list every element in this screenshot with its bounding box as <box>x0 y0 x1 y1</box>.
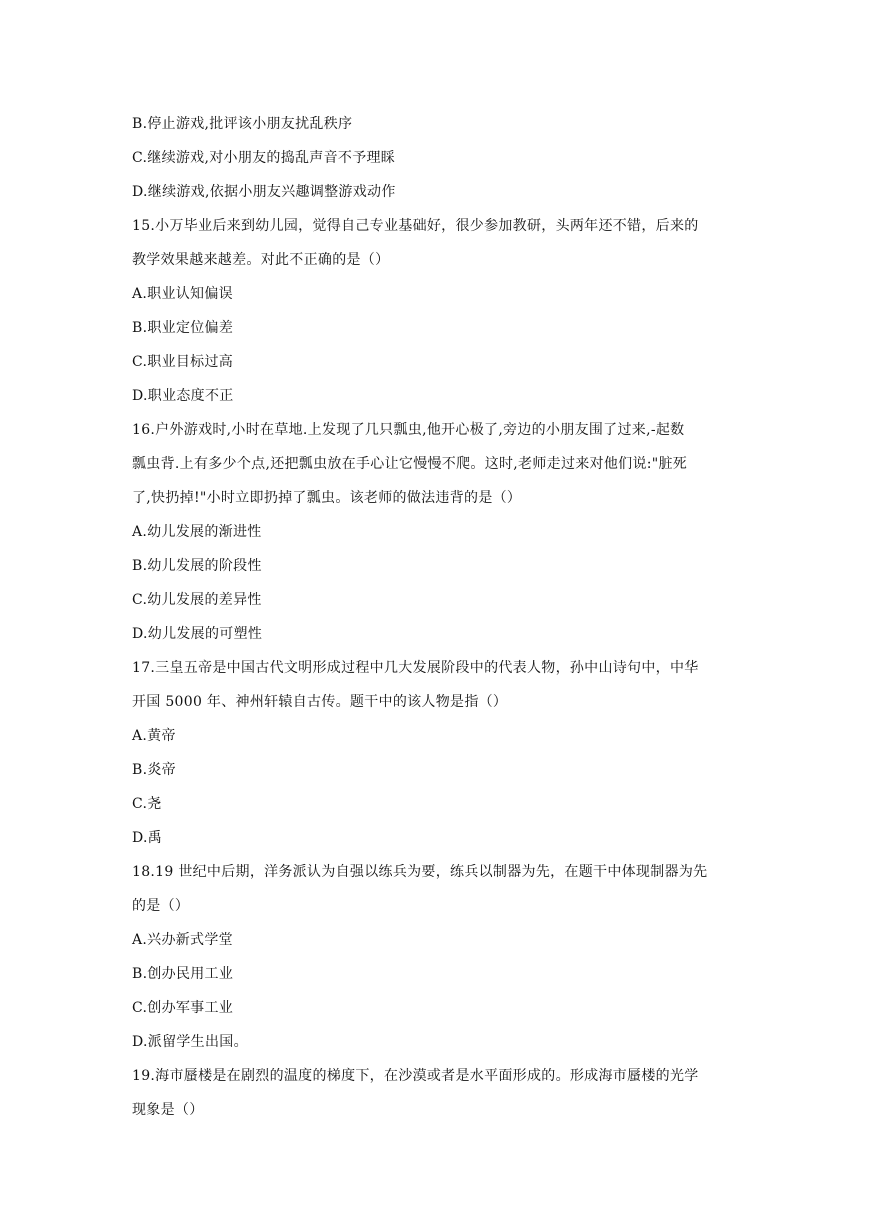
q16-stem-line-2: 瓢虫背.上有多少个点,还把瓢虫放在手心让它慢慢不爬。这时,老师走过来对他们说:"脏死 <box>132 456 688 472</box>
q17-option-c: C.尧 <box>132 796 162 812</box>
q14-option-c: C.继续游戏,对小朋友的捣乱声音不予理睬 <box>132 150 396 166</box>
q16-option-b: B.幼儿发展的阶段性 <box>132 558 262 574</box>
q15-option-a: A.职业认知偏误 <box>132 286 233 302</box>
q18-stem-line-1: 18.19 世纪中后期，洋务派认为自强以练兵为要，练兵以制器为先，在题干中体现制器为先 <box>132 864 708 880</box>
q16-option-d: D.幼儿发展的可塑性 <box>132 626 263 642</box>
q19-stem-line-1: 19.海市蜃楼是在剧烈的温度的梯度下，在沙漠或者是水平面形成的。形成海市蜃楼的光学 <box>132 1068 699 1084</box>
q18-stem-line-2: 的是（） <box>132 898 190 914</box>
document-body <box>132 107 740 1127</box>
q18-option-b: B.创办民用工业 <box>132 966 234 982</box>
q14-option-d: D.继续游戏,依据小朋友兴趣调整游戏动作 <box>132 184 396 200</box>
q16-option-c: C.幼儿发展的差异性 <box>132 592 262 608</box>
q16-option-a: A.幼儿发展的渐进性 <box>132 524 262 540</box>
q16-stem-line-1: 16.户外游戏时,小时在草地.上发现了几只瓢虫,他开心极了,旁边的小朋友围了过来,-起数 <box>132 422 685 438</box>
q16-stem-line-3: 了,快扔掉!"小时立即扔掉了瓢虫。该老师的做法违背的是（） <box>132 490 522 506</box>
q15-stem-line-1: 15.小万毕业后来到幼儿园，觉得自己专业基础好，很少参加教研，头两年还不错，后来的 <box>132 218 699 234</box>
q18-option-d: D.派留学生出国。 <box>132 1034 248 1050</box>
q17-stem-line-1: 17.三皇五帝是中国古代文明形成过程中几大发展阶段中的代表人物，孙中山诗句中，中华 <box>132 660 699 676</box>
q17-option-a: A.黄帝 <box>132 728 176 744</box>
q15-option-d: D.职业态度不正 <box>132 388 234 404</box>
q17-option-d: D.禹 <box>132 830 163 846</box>
q19-stem-line-2: 现象是（） <box>132 1102 204 1118</box>
q15-option-b: B.职业定位偏差 <box>132 320 234 336</box>
q18-option-a: A.兴办新式学堂 <box>132 932 233 948</box>
q14-option-b: B.停止游戏,批评该小朋友扰乱秩序 <box>132 116 353 132</box>
q15-option-c: C.职业目标过高 <box>132 354 234 370</box>
q15-stem-line-2: 教学效果越来越差。对此不正确的是（） <box>132 252 390 268</box>
q18-option-c: C.创办军事工业 <box>132 1000 234 1016</box>
q17-stem-line-2: 开国 5000 年、神州轩辕自古传。题干中的该人物是指（） <box>132 694 508 710</box>
q17-option-b: B.炎帝 <box>132 762 176 778</box>
